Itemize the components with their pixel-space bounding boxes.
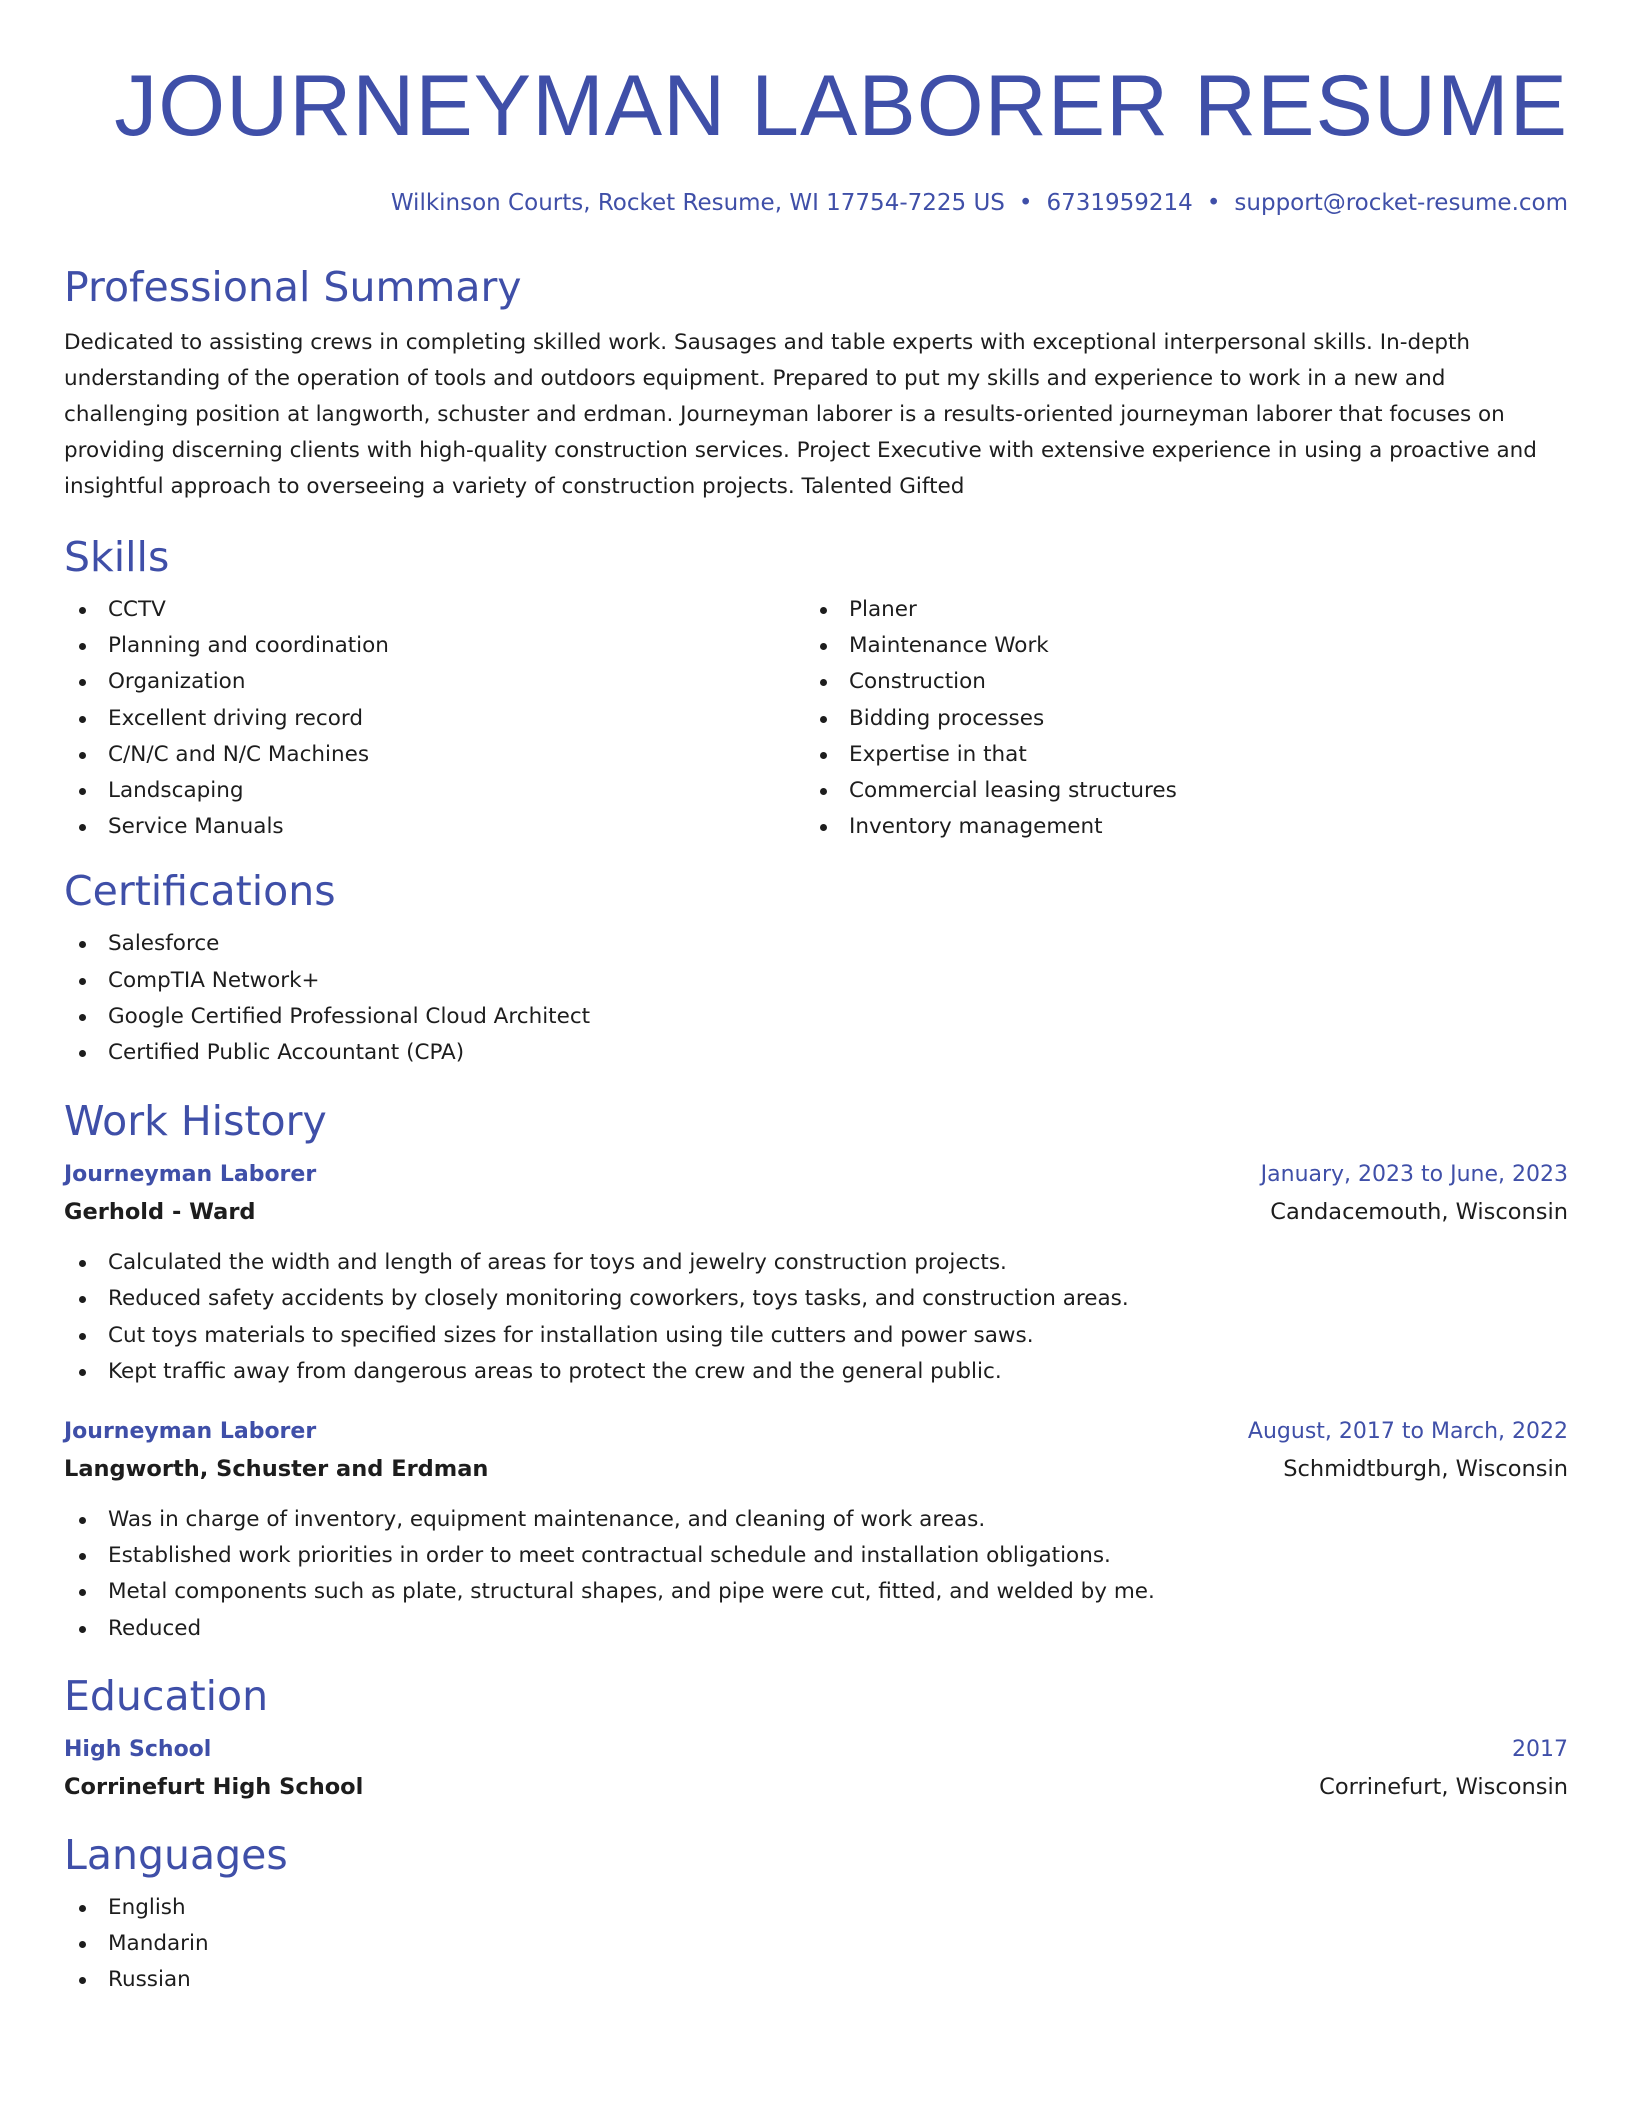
- summary-text: Dedicated to assisting crews in completing skilled work. Sausages and table experts with exceptional interpersonal skills. In-depth understanding of the operation of tools and outdoors equipment. Prepared to put my skills and experience to work in a new and challenging position at langworth, schuster and erdman. Journeyman laborer is a results-oriented journeyman laborer that focuses on providing discerning clients with high-quality construction services. Project Executive with extensive experience in using a proactive and insightful approach to overseeing a variety of construction projects. Talented Gifted: [64, 330, 1537, 499]
- education-degree: High School: [64, 1736, 212, 1762]
- job-duties-list: [64, 1245, 1568, 1390]
- contact-phone: 6731959214: [1046, 190, 1193, 216]
- job-duty-item: Was in charge of inventory, equipment maintenance, and cleaning of work areas.: [64, 1502, 1568, 1538]
- job-duty-item: Calculated the width and length of areas for toys and jewelry construction projects.: [64, 1245, 1568, 1281]
- skills-list-left: [64, 592, 805, 845]
- resume-header: [64, 56, 1568, 218]
- contact-line: [64, 188, 1568, 218]
- language-item: Mandarin: [64, 1926, 1568, 1962]
- job-location: Candacemouth, Wisconsin: [1270, 1199, 1568, 1226]
- job-duties-list: [64, 1502, 1568, 1647]
- languages-list: [64, 1890, 1568, 1999]
- skill-item: Construction: [805, 664, 1546, 700]
- job-entry: [64, 1157, 1568, 1390]
- contact-separator: •: [1018, 190, 1033, 216]
- job-company: Langworth, Schuster and Erdman: [64, 1456, 489, 1483]
- education-header-row: [64, 1732, 1568, 1768]
- certifications-list: [64, 926, 1568, 1071]
- skill-item: Planning and coordination: [64, 628, 805, 664]
- job-header-row: [64, 1157, 1568, 1193]
- resume-title: JOURNEYMAN LABORER RESUME: [114, 58, 1568, 154]
- skill-item: Commercial leasing structures: [805, 773, 1546, 809]
- job-title: Journeyman Laborer: [64, 1162, 317, 1188]
- job-entry: [64, 1414, 1568, 1647]
- section-heading-skills: Skills: [64, 533, 170, 581]
- skill-item: Expertise in that: [805, 737, 1546, 773]
- contact-email: support@rocket-resume.com: [1234, 190, 1568, 216]
- contact-separator: •: [1206, 190, 1221, 216]
- skills-grid: [64, 592, 1568, 845]
- job-duty-item: Reduced: [64, 1611, 1568, 1647]
- skill-item: Service Manuals: [64, 809, 805, 845]
- languages-block: [64, 1890, 1568, 1999]
- skills-column-left: [64, 592, 805, 845]
- certifications-block: [64, 926, 1568, 1071]
- skill-item: Bidding processes: [805, 701, 1546, 737]
- certification-item: Certified Public Accountant (CPA): [64, 1035, 1568, 1071]
- certification-item: CompTIA Network+: [64, 963, 1568, 999]
- job-header-row: [64, 1414, 1568, 1450]
- job-company-row: [64, 1450, 1568, 1488]
- education-school: Corrinefurt High School: [64, 1773, 364, 1800]
- skills-list-right: [805, 592, 1546, 845]
- language-item: English: [64, 1890, 1568, 1926]
- section-heading-languages: Languages: [64, 1830, 288, 1879]
- job-company: Gerhold - Ward: [64, 1199, 256, 1226]
- contact-address: Wilkinson Courts, Rocket Resume, WI 17754-7225 US: [390, 190, 1005, 216]
- section-heading-summary: Professional Summary: [64, 263, 522, 311]
- language-item: Russian: [64, 1962, 1568, 1998]
- certification-item: Google Certified Professional Cloud Architect: [64, 999, 1568, 1035]
- skills-column-right: [805, 592, 1546, 845]
- job-title: Journeyman Laborer: [64, 1419, 317, 1445]
- section-heading-certifications: Certifications: [64, 867, 336, 916]
- education-location: Corrinefurt, Wisconsin: [1319, 1773, 1568, 1800]
- skill-item: Organization: [64, 664, 805, 700]
- job-duty-item: Metal components such as plate, structural shapes, and pipe were cut, fitted, and welded by me.: [64, 1574, 1568, 1610]
- section-heading-education: Education: [64, 1671, 269, 1720]
- certification-item: Salesforce: [64, 926, 1568, 962]
- skill-item: Inventory management: [805, 809, 1546, 845]
- job-duty-item: Established work priorities in order to meet contractual schedule and installation obligations.: [64, 1538, 1568, 1574]
- job-duty-item: Kept traffic away from dangerous areas to protect the crew and the general public.: [64, 1354, 1568, 1390]
- education-school-row: [64, 1768, 1568, 1806]
- job-dates: August, 2017 to March, 2022: [1247, 1419, 1568, 1445]
- job-dates: January, 2023 to June, 2023: [1260, 1162, 1568, 1188]
- education-year: 2017: [1512, 1736, 1568, 1762]
- job-duty-item: Cut toys materials to specified sizes for installation using tile cutters and power saws.: [64, 1318, 1568, 1354]
- education-entry: [64, 1732, 1568, 1806]
- skill-item: C/N/C and N/C Machines: [64, 737, 805, 773]
- job-duty-item: Reduced safety accidents by closely monitoring coworkers, toys tasks, and construction areas.: [64, 1281, 1568, 1317]
- skill-item: CCTV: [64, 592, 805, 628]
- skill-item: Excellent driving record: [64, 701, 805, 737]
- skill-item: Planer: [805, 592, 1546, 628]
- skill-item: Landscaping: [64, 773, 805, 809]
- job-location: Schmidtburgh, Wisconsin: [1283, 1456, 1568, 1483]
- skill-item: Maintenance Work: [805, 628, 1546, 664]
- section-heading-work-history: Work History: [64, 1097, 327, 1146]
- job-company-row: [64, 1193, 1568, 1231]
